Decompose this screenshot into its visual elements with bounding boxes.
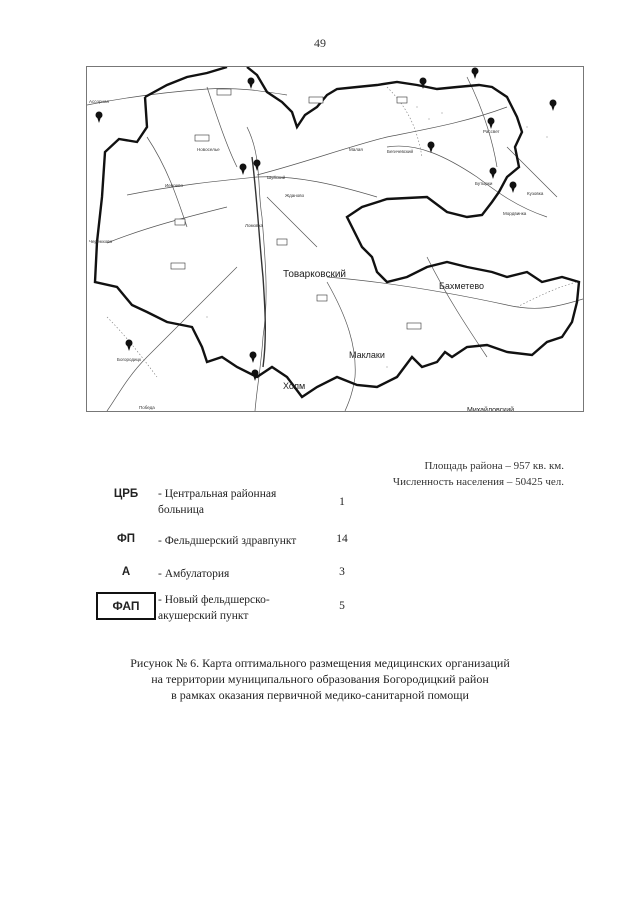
- map-label-kholm: Холм: [283, 381, 306, 391]
- legend-desc-line: больница: [158, 504, 204, 516]
- village-label: Бутырки: [475, 181, 493, 186]
- village-label: Ломовка: [245, 223, 264, 228]
- road: [427, 257, 487, 357]
- village-label: Богородицк: [117, 357, 142, 362]
- road: [387, 146, 547, 217]
- facility-tag: [175, 219, 185, 225]
- legend-row-fap: [96, 592, 366, 626]
- legend-row-crb: [96, 486, 366, 518]
- road: [87, 88, 287, 105]
- village-label: Кузовка: [527, 191, 544, 196]
- location-markers: [96, 68, 557, 382]
- village-label: Жданово: [285, 193, 305, 198]
- location-pin-icon: [490, 168, 497, 180]
- location-pin-icon: [510, 182, 517, 194]
- location-pin-icon: [96, 112, 103, 124]
- village-label: Малая: [349, 147, 363, 152]
- village-label: Рассвет: [483, 129, 500, 134]
- village-label: Бегичевский: [387, 149, 414, 154]
- district-boundary: [95, 67, 579, 397]
- legend-description: [158, 592, 318, 624]
- facility-tag: [195, 135, 209, 141]
- map-label-center: Товарковский: [283, 269, 347, 280]
- location-pin-icon: [550, 100, 557, 112]
- district-map: [86, 66, 584, 412]
- facility-tag: [171, 263, 185, 269]
- legend-row-ambulatory: [96, 566, 366, 584]
- village-label: Шуйский: [267, 175, 286, 180]
- facility-tag: [317, 295, 327, 301]
- legend-count: 14: [336, 533, 348, 545]
- legend-desc-line: - Амбулатория: [158, 568, 230, 580]
- road: [107, 207, 227, 243]
- location-pin-icon: [250, 352, 257, 364]
- road: [327, 282, 355, 411]
- legend-description: [158, 566, 318, 582]
- legend-description: [158, 533, 318, 549]
- village-label: Новоселье: [197, 147, 220, 152]
- map-label-maklaki: Маклаки: [349, 350, 385, 360]
- legend-desc-line: - Фельдшерский здравпункт: [158, 535, 297, 547]
- facility-tag: [407, 323, 421, 329]
- population-stat: Численность населения – 50425 чел.: [392, 476, 564, 488]
- map-label-bakhmetevo: Бахметево: [439, 281, 485, 291]
- location-pin-icon: [254, 160, 261, 172]
- page-number: 49: [314, 36, 326, 50]
- map-label-mikhailovsky: Михайловский: [467, 407, 515, 411]
- road: [107, 267, 237, 411]
- road: [207, 87, 237, 167]
- legend-count: 1: [339, 496, 345, 508]
- road: [267, 197, 317, 247]
- legend-count: 5: [339, 600, 345, 612]
- legend-desc-line: акушерский пункт: [158, 610, 249, 622]
- scan-noise: [206, 106, 547, 367]
- figure-caption: [0, 655, 640, 703]
- village-label: Черемхово: [89, 239, 113, 244]
- dotted-boundaries: [107, 87, 577, 377]
- village-label: Мордвинка: [503, 211, 527, 216]
- roads-layer: [87, 77, 583, 411]
- legend-count: 3: [339, 566, 345, 578]
- location-pin-icon: [240, 164, 247, 176]
- caption-line: на территории муниципального образования Богородицкий район: [151, 672, 489, 686]
- caption-line: Рисунок № 6. Карта оптимального размещения медицинских организаций: [130, 656, 510, 670]
- facility-tag: [309, 97, 323, 103]
- facility-tag: [277, 239, 287, 245]
- map-canvas: [87, 67, 583, 411]
- district-boundary-west: [145, 67, 227, 97]
- village-label: Ассорная: [89, 99, 109, 104]
- legend-desc-line: - Новый фельдшерско-: [158, 594, 270, 606]
- legend-row-fp: [96, 533, 366, 551]
- location-pin-icon: [248, 78, 255, 90]
- village-label: Иевлево: [165, 183, 183, 188]
- district-stats: [393, 458, 564, 490]
- location-pin-icon: [126, 340, 133, 352]
- legend-abbr: ФП: [116, 533, 136, 545]
- road: [147, 137, 187, 227]
- legend-description: [158, 486, 318, 518]
- village-label: Победа: [139, 405, 155, 410]
- legend-abbr: А: [121, 566, 131, 578]
- caption-line: в рамках оказания первичной медико-санитарной помощи: [171, 688, 469, 702]
- legend-abbr: ФАП: [96, 592, 156, 620]
- legend-desc-line: - Центральная районная: [158, 488, 277, 500]
- legend-abbr: ЦРБ: [113, 488, 139, 500]
- dotted-line: [107, 317, 157, 377]
- facility-tag: [397, 97, 407, 103]
- area-stat: Площадь района – 957 кв. км.: [424, 460, 564, 472]
- location-pin-icon: [488, 118, 495, 130]
- facility-tag: [217, 89, 231, 95]
- location-pin-icon: [472, 68, 479, 80]
- location-pin-icon: [252, 370, 259, 382]
